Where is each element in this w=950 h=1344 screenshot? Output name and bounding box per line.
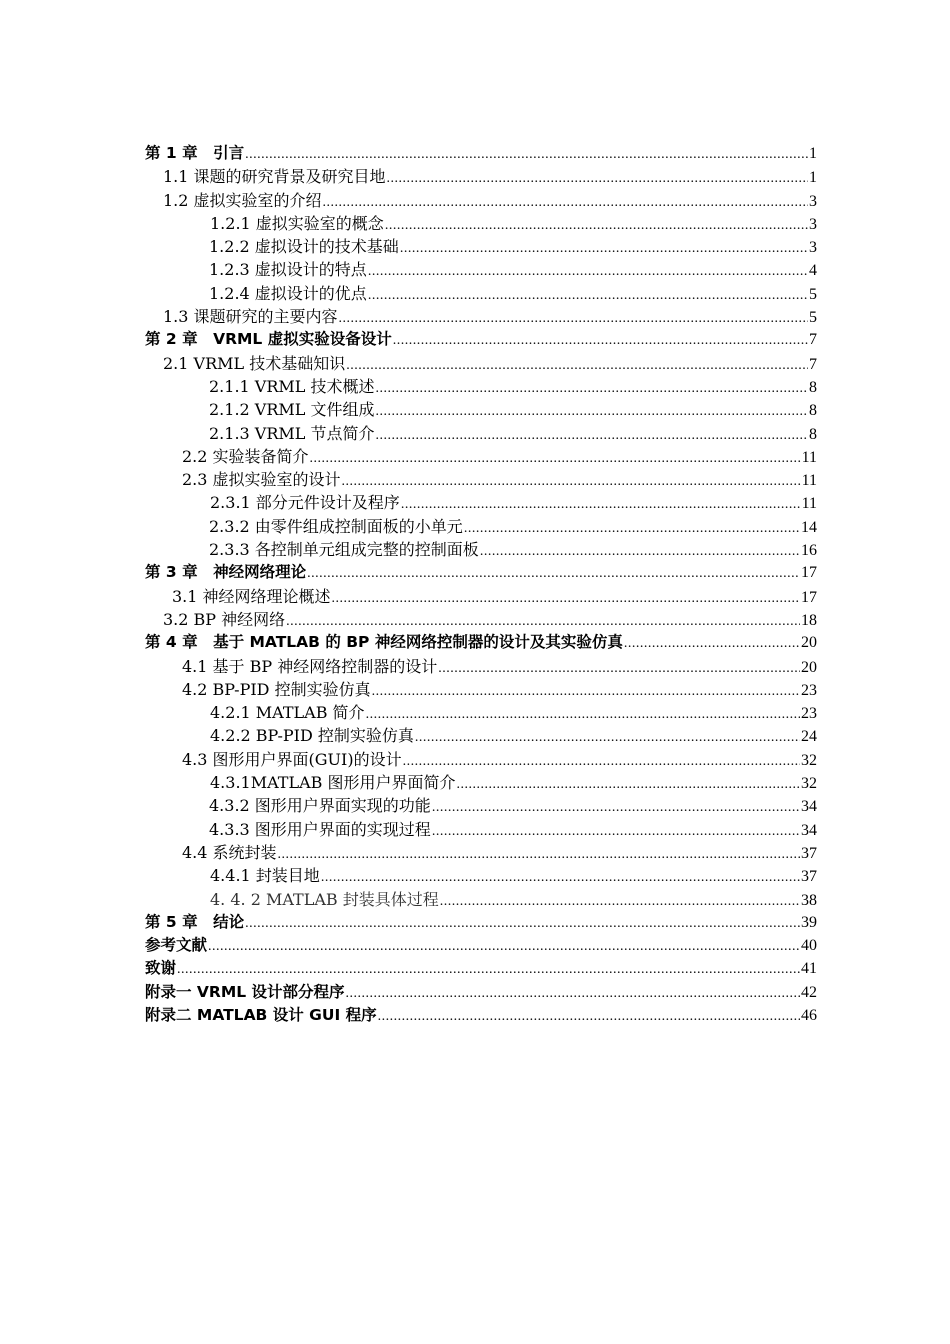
toc-entry-title: 1.2.3 虚拟设计的特点: [209, 260, 367, 280]
toc-dot-leader: [401, 493, 801, 516]
toc-dot-leader: [385, 214, 808, 237]
toc-entry-title: 第 1 章 引言: [145, 144, 245, 162]
toc-dot-leader: [342, 470, 801, 493]
toc-page-number: 41: [801, 960, 817, 978]
toc-dot-leader: [440, 890, 800, 913]
toc-entry-title: 2.1.1 VRML 技术概述: [209, 376, 375, 396]
toc-dot-leader: [378, 1005, 800, 1028]
toc-entry-title: 2.1 VRML 技术基础知识: [163, 353, 346, 373]
toc-entry-title: 2.3 虚拟实验室的设计: [182, 470, 341, 490]
toc-dot-leader: [278, 843, 800, 866]
toc-entry-title: 4. 4. 2 MATLAB 封装具体过程: [210, 889, 439, 909]
toc-entry-title: 第 5 章 结论: [145, 912, 245, 931]
toc-page-number: 1: [809, 145, 817, 162]
toc-dot-leader: [366, 703, 800, 726]
toc-entry-title: 4.3.2 图形用户界面实现的功能: [209, 796, 431, 816]
toc-entry-title: 4.3.3 图形用户界面的实现过程: [209, 819, 431, 839]
toc-entry-title: 3.2 BP 神经网络: [163, 609, 286, 629]
toc-page-number: 23: [801, 681, 817, 699]
toc-entry[interactable]: [145, 422, 817, 445]
toc-entry-title: 4.1 基于 BP 神经网络控制器的设计: [182, 656, 438, 676]
toc-chapter-entry[interactable]: [145, 142, 817, 165]
toc-entry[interactable]: [145, 468, 817, 491]
toc-entry[interactable]: [145, 748, 817, 771]
toc-entry-title: 1.2.1 虚拟实验室的概念: [210, 213, 384, 233]
toc-entry-title: 第 2 章 VRML 虚拟实验设备设计: [145, 330, 392, 349]
toc-page-number: 46: [801, 1006, 817, 1024]
toc-entry-title: 4.2 BP-PID 控制实验仿真: [182, 679, 371, 699]
toc-dot-leader: [368, 260, 808, 283]
toc-entry[interactable]: [145, 724, 817, 747]
toc-entry[interactable]: [145, 305, 817, 328]
toc-entry-title: 1.1 课题的研究背景及研究目地: [163, 167, 386, 187]
toc-dot-leader: [323, 191, 808, 214]
toc-entry-title: 4.3.1MATLAB 图形用户界面简介: [210, 773, 456, 793]
toc-dot-leader: [372, 680, 800, 703]
toc-entry[interactable]: [145, 258, 817, 281]
toc-dot-leader: [376, 400, 809, 423]
toc-page-number: 3: [809, 239, 817, 257]
toc-page-number: 23: [801, 705, 817, 723]
toc-entry-title: 3.1 神经网络理论概述: [172, 586, 331, 606]
toc-dot-leader: [432, 820, 800, 843]
toc-dot-leader: [307, 562, 800, 585]
toc-entry[interactable]: [145, 864, 817, 887]
toc-entry[interactable]: [145, 165, 817, 188]
toc-dot-leader: [393, 329, 808, 352]
toc-page-number: 3: [809, 192, 817, 210]
toc-page-number: 16: [801, 542, 817, 560]
toc-entry[interactable]: [145, 818, 817, 841]
toc-dot-leader: [415, 726, 800, 749]
toc-page-number: 34: [801, 821, 817, 839]
toc-entry[interactable]: [145, 841, 817, 864]
toc-chapter-entry[interactable]: [145, 561, 817, 584]
toc-entry[interactable]: [145, 655, 817, 678]
toc-page-number: 20: [801, 634, 817, 652]
toc-dot-leader: [438, 657, 800, 680]
toc-page-number: 24: [801, 728, 817, 746]
toc-page-number: 8: [809, 378, 817, 396]
toc-dot-leader: [387, 167, 808, 190]
toc-page-number: 5: [809, 285, 817, 303]
toc-page-number: 17: [801, 564, 817, 582]
toc-dot-leader: [245, 143, 808, 166]
toc-entry-title: 2.3.1 部分元件设计及程序: [210, 493, 400, 513]
toc-entry-title: 4.4.1 封装目地: [210, 866, 320, 886]
toc-page-number: 32: [801, 775, 817, 793]
toc-entry-title: 1.2 虚拟实验室的介绍: [163, 190, 322, 210]
toc-dot-leader: [321, 866, 800, 889]
toc-page-number: 37: [801, 868, 817, 886]
toc-entry[interactable]: [145, 352, 817, 375]
toc-entry-title: 1.2.4 虚拟设计的优点: [209, 283, 367, 303]
toc-page-number: 39: [801, 913, 817, 931]
toc-entry-title: 第 3 章 神经网络理论: [145, 563, 307, 582]
toc-entry-title: 4.2.1 MATLAB 简介: [210, 703, 365, 723]
toc-entry-title: 4.4 系统封装: [182, 842, 277, 862]
toc-entry[interactable]: [145, 888, 817, 911]
toc-page-number: 20: [801, 658, 817, 676]
toc-entry-title: 参考文献: [145, 936, 208, 955]
toc-page-number: 32: [801, 751, 817, 769]
toc-entry-title: 2.3.3 各控制单元组成完整的控制面板: [209, 540, 479, 560]
toc-entry-title: 第 4 章 基于 MATLAB 的 BP 神经网络控制器的设计及其实验仿真: [145, 633, 623, 652]
toc-page-number: 11: [801, 495, 817, 513]
toc-dot-leader: [245, 912, 800, 935]
toc-entry[interactable]: [145, 585, 817, 608]
toc-page-number: 38: [801, 891, 817, 909]
toc-page-number: 4: [809, 262, 817, 280]
toc-dot-leader: [332, 587, 800, 610]
toc-dot-leader: [624, 632, 800, 655]
toc-dot-leader: [346, 982, 800, 1005]
toc-entry-title: 1.3 课题研究的主要内容: [163, 307, 338, 327]
toc-entry[interactable]: [145, 212, 817, 235]
toc-dot-leader: [432, 796, 800, 819]
toc-chapter-entry[interactable]: [145, 981, 817, 1004]
toc-page-number: 14: [801, 518, 817, 536]
toc-dot-leader: [177, 958, 800, 981]
toc-page-number: 11: [801, 448, 817, 466]
toc-entry[interactable]: [145, 678, 817, 701]
toc-dot-leader: [376, 377, 809, 400]
toc-entry[interactable]: [145, 282, 817, 305]
toc-entry[interactable]: [145, 445, 817, 468]
toc-page-number: 40: [801, 937, 817, 955]
toc-entry[interactable]: [145, 794, 817, 817]
toc-entry[interactable]: [145, 608, 817, 631]
toc-entry-title: 1.2.2 虚拟设计的技术基础: [209, 237, 399, 257]
toc-entry-title: 2.1.2 VRML 文件组成: [209, 400, 375, 420]
toc-dot-leader: [368, 284, 808, 307]
toc-page-number: 34: [801, 798, 817, 816]
toc-entry[interactable]: [145, 189, 817, 212]
toc-dot-leader: [376, 424, 809, 447]
toc-page-number: 7: [809, 355, 817, 373]
toc-chapter-entry[interactable]: [145, 934, 817, 957]
toc-entry-title: 4.2.2 BP-PID 控制实验仿真: [210, 726, 414, 746]
toc-dot-leader: [456, 773, 800, 796]
toc-dot-leader: [339, 307, 808, 330]
toc-dot-leader: [464, 517, 800, 540]
toc-page-number: 17: [801, 588, 817, 606]
toc-page-number: 5: [809, 309, 817, 327]
toc-page-number: 8: [809, 402, 817, 420]
toc-page-number: 42: [801, 983, 817, 1001]
toc-entry-title: 4.3 图形用户界面(GUI)的设计: [182, 749, 402, 769]
toc-entry[interactable]: [145, 538, 817, 561]
toc-entry-title: 附录二 MATLAB 设计 GUI 程序: [145, 1005, 377, 1024]
toc-dot-leader: [286, 610, 800, 633]
toc-entry[interactable]: [145, 701, 817, 724]
toc-dot-leader: [208, 935, 800, 958]
toc-page-number: 11: [801, 472, 817, 490]
toc-entry-title: 2.2 实验装备简介: [182, 446, 309, 466]
toc-dot-leader: [400, 237, 808, 260]
toc-entry[interactable]: [145, 491, 817, 514]
toc-page-number: 3: [809, 215, 817, 233]
toc-chapter-entry[interactable]: [145, 328, 817, 351]
table-of-contents: [145, 142, 817, 1027]
toc-entry[interactable]: [145, 515, 817, 538]
toc-entry-title: 附录一 VRML 设计部分程序: [145, 982, 345, 1001]
toc-entry-title: 2.3.2 由零件组成控制面板的小单元: [209, 516, 463, 536]
toc-chapter-entry[interactable]: [145, 631, 817, 654]
toc-page-number: 37: [801, 844, 817, 862]
toc-page-number: 8: [809, 425, 817, 443]
toc-dot-leader: [346, 354, 808, 377]
toc-entry[interactable]: [145, 771, 817, 794]
toc-chapter-entry[interactable]: [145, 1004, 817, 1027]
toc-page-number: 7: [809, 331, 817, 349]
toc-page-number: 18: [801, 611, 817, 629]
toc-entry[interactable]: [145, 235, 817, 258]
toc-dot-leader: [480, 540, 800, 563]
toc-entry-title: 2.1.3 VRML 节点简介: [209, 423, 375, 443]
toc-dot-leader: [403, 750, 800, 773]
toc-dot-leader: [310, 447, 801, 470]
toc-chapter-entry[interactable]: [145, 911, 817, 934]
toc-entry-title: 致谢: [145, 959, 177, 978]
toc-page-number: 1: [809, 169, 817, 187]
toc-entry[interactable]: [145, 398, 817, 421]
toc-chapter-entry[interactable]: [145, 957, 817, 980]
toc-entry[interactable]: [145, 375, 817, 398]
